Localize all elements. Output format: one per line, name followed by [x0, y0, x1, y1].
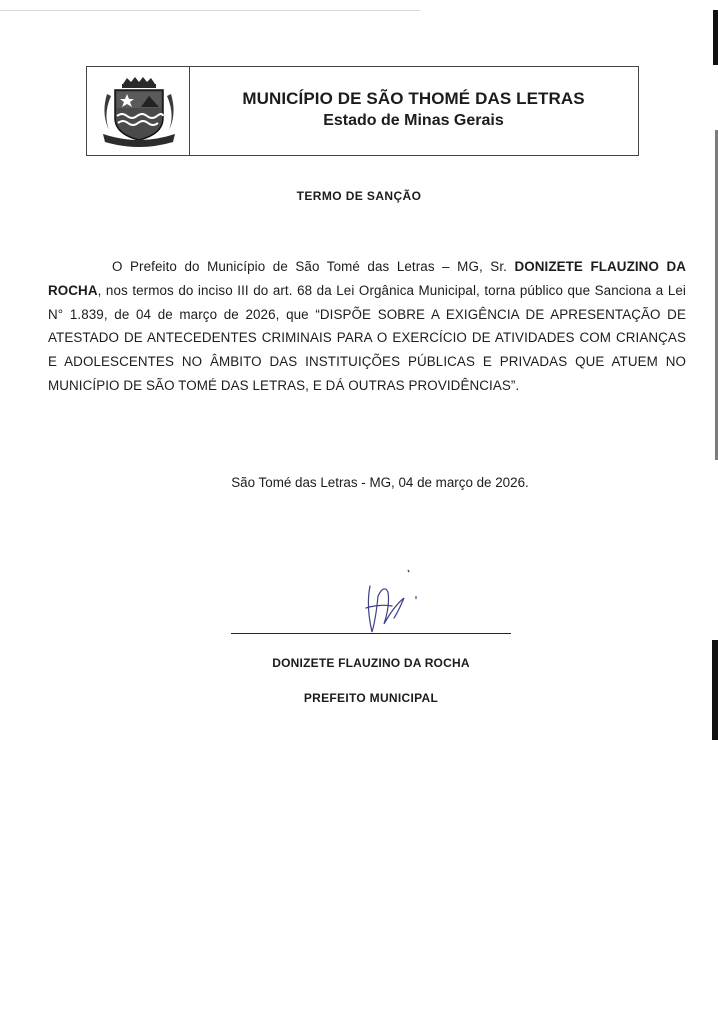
sanction-paragraph: [48, 255, 686, 398]
letterhead: [86, 66, 639, 156]
paragraph-text: , nos termos do inciso III do art. 68 da Lei Orgânica Municipal, torna público que Sanciona a Lei N° 1.839, de 04 de março de 2026, que “DISPÕE SOBRE A EXIGÊNCIA DE APRESENTAÇÃO DE ATESTADO DE ANTECEDENTES CRIMINAIS PARA O EXERCÍCIO DE ATIVIDADES COM CRIANÇAS E ADOLESCENTES NO ÂMBITO DAS INSTITUIÇÕES PÚBLICAS E PRIVADAS QUE ATUEM NO MUNICÍPIO DE SÃO TOMÉ DAS LETRAS, E DÁ OUTRAS PROVIDÊNCIAS”.: [48, 282, 686, 393]
handwritten-signature: [348, 566, 438, 638]
scan-edge-shadow: [712, 640, 718, 740]
state-subtitle: Estado de Minas Gerais: [323, 112, 504, 129]
signer-name: DONIZETE FLAUZINO DA ROCHA: [272, 656, 470, 670]
municipality-title: MUNICÍPIO DE SÃO THOMÉ DAS LETRAS: [242, 89, 585, 108]
crest-cell: [87, 67, 190, 155]
scan-edge-shadow: [713, 10, 718, 65]
date-line: São Tomé das Letras - MG, 04 de março de 2026.: [231, 475, 529, 490]
paragraph-intro: O Prefeito do Município de São Tomé das Letras – MG, Sr.: [112, 259, 515, 274]
signer-role: PREFEITO MUNICIPAL: [303, 691, 439, 705]
scan-edge-line: [0, 10, 420, 11]
coat-of-arms-icon: [93, 74, 183, 148]
document-title: TERMO DE SANÇÃO: [296, 189, 422, 203]
mayor-name: DONIZETE FLAUZINO DA ROCHA: [48, 259, 687, 298]
signature-line: [231, 633, 511, 634]
